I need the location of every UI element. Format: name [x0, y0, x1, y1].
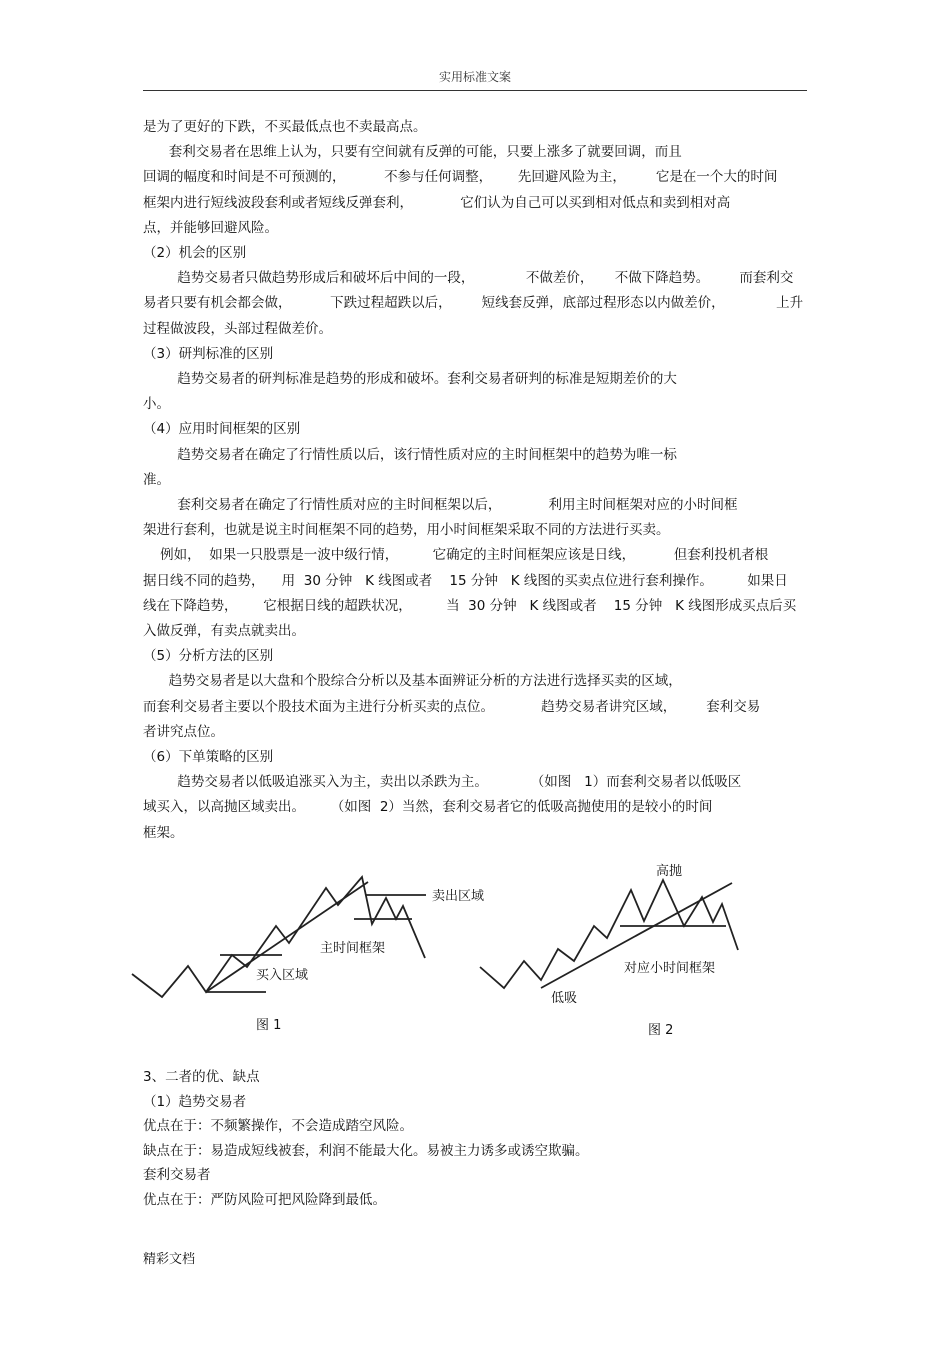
text-line: 回调的幅度和时间是不可预测的， 不参与任何调整， 先回避风险为主， 它是在一个大的时间 — [143, 169, 778, 186]
text-line: 优点在于：严防风险可把风险降到最低。 — [143, 1191, 386, 1208]
text-line: 是为了更好的下跌，不买最低点也不卖最高点。 — [143, 119, 427, 135]
text-line: 优点在于：不频繁操作，不会造成踏空风险。 — [143, 1118, 413, 1134]
figure-2-caption: 图 2 — [648, 1023, 674, 1038]
text-line: 套利交易者 — [143, 1167, 211, 1183]
text-line: 入做反弹，有卖点就卖出。 — [143, 623, 305, 639]
text-line: 架进行套利，也就是说主时间框架不同的趋势，用小时间框架采取不同的方法进行买卖。 — [143, 522, 670, 539]
text-line: 易者只要有机会都会做， 下跌过程超跌以后， 短线套反弹，底部过程形态以内做差价， 上升 — [143, 295, 804, 312]
text-line: 小。 — [143, 396, 170, 413]
figure-2-label-high-sell: 高抛 — [656, 864, 683, 879]
figure-1-caption: 图 1 — [256, 1018, 282, 1033]
text-line: 框架内进行短线波段套利或者短线反弹套利， 它们认为自己可以买到相对低点和卖到相对高 — [143, 194, 731, 211]
text-line: 趋势交易者是以大盘和个股综合分析以及基本面辨证分析的方法进行选择买卖的区域， — [143, 673, 682, 690]
text-line: 趋势交易者只做趋势形成后和破坏后中间的一段， 不做差价， 不做下降趋势。 而套利交 — [143, 270, 794, 287]
text-line: 例如， 如果一只股票是一波中级行情， 它确定的主时间框架应该是日线， 但套利投机者根 — [143, 547, 769, 564]
page-footer: 精彩文档 — [143, 1252, 196, 1267]
text-line: 框架。 — [143, 824, 184, 841]
text-line: （2）机会的区别 — [143, 245, 247, 261]
text-line: 而套利交易者主要以个股技术面为主进行分析买卖的点位。 趋势交易者讲究区域， 套利交易 — [143, 698, 761, 715]
text-line: （4）应用时间框架的区别 — [143, 421, 301, 438]
section-heading: 3、二者的优、缺点 — [143, 1069, 260, 1085]
text-line: 套利交易者在确定了行情性质对应的主时间框架以后， 利用主时间框架对应的小时间框 — [143, 497, 738, 513]
text-line: 域买入，以高抛区域卖出。 （如图 2）当然，套利交易者它的低吸高抛使用的是较小的时间 — [143, 799, 713, 816]
figure-2-label-small-frame: 对应小时间框架 — [624, 961, 716, 976]
text-line: （1）趋势交易者 — [143, 1093, 247, 1110]
text-line: 趋势交易者以低吸追涨买入为主，卖出以杀跌为主。 （如图 1）而套利交易者以低吸区 — [143, 774, 742, 791]
figure-1-label-buy-zone: 买入区域 — [256, 968, 309, 983]
text-line: （6）下单策略的区别 — [143, 749, 274, 765]
text-line: 套利交易者在思维上认为，只要有空间就有反弹的可能，只要上涨多了就要回调，而且 — [143, 144, 682, 161]
text-line: 准。 — [143, 471, 170, 488]
text-line: 线在下降趋势， 它根据日线的超跌状况， 当 30 分钟 K 线图或者 15 分钟 K 线图形成买点后买 — [143, 597, 797, 614]
text-line: 缺点在于：易造成短线被套，利润不能最大化。易被主力诱多或诱空欺骗。 — [143, 1142, 589, 1159]
text-line: （5）分析方法的区别 — [143, 648, 274, 665]
figure-1-label-sell-zone: 卖出区域 — [432, 889, 485, 904]
text-line: 据日线不同的趋势， 用 30 分钟 K 线图或者 15 分钟 K 线图的买卖点位进行套利操作。 如果日 — [143, 572, 788, 589]
text-line: 者讲究点位。 — [143, 723, 224, 740]
figure-1-label-main-frame: 主时间框架 — [320, 941, 386, 956]
text-line: 点，并能够回避风险。 — [143, 219, 278, 236]
text-line: 趋势交易者的研判标准是趋势的形成和破坏。套利交易者研判的标准是短期差价的大 — [143, 371, 677, 387]
figure-2-label-low-buy: 低吸 — [551, 991, 578, 1006]
text-line: （3）研判标准的区别 — [143, 345, 274, 362]
text-line: 趋势交易者在确定了行情性质以后，该行情性质对应的主时间框架中的趋势为唯一标 — [143, 446, 677, 463]
text-line: 过程做波段，头部过程做差价。 — [143, 320, 332, 337]
page-header: 实用标准文案 — [438, 70, 511, 84]
